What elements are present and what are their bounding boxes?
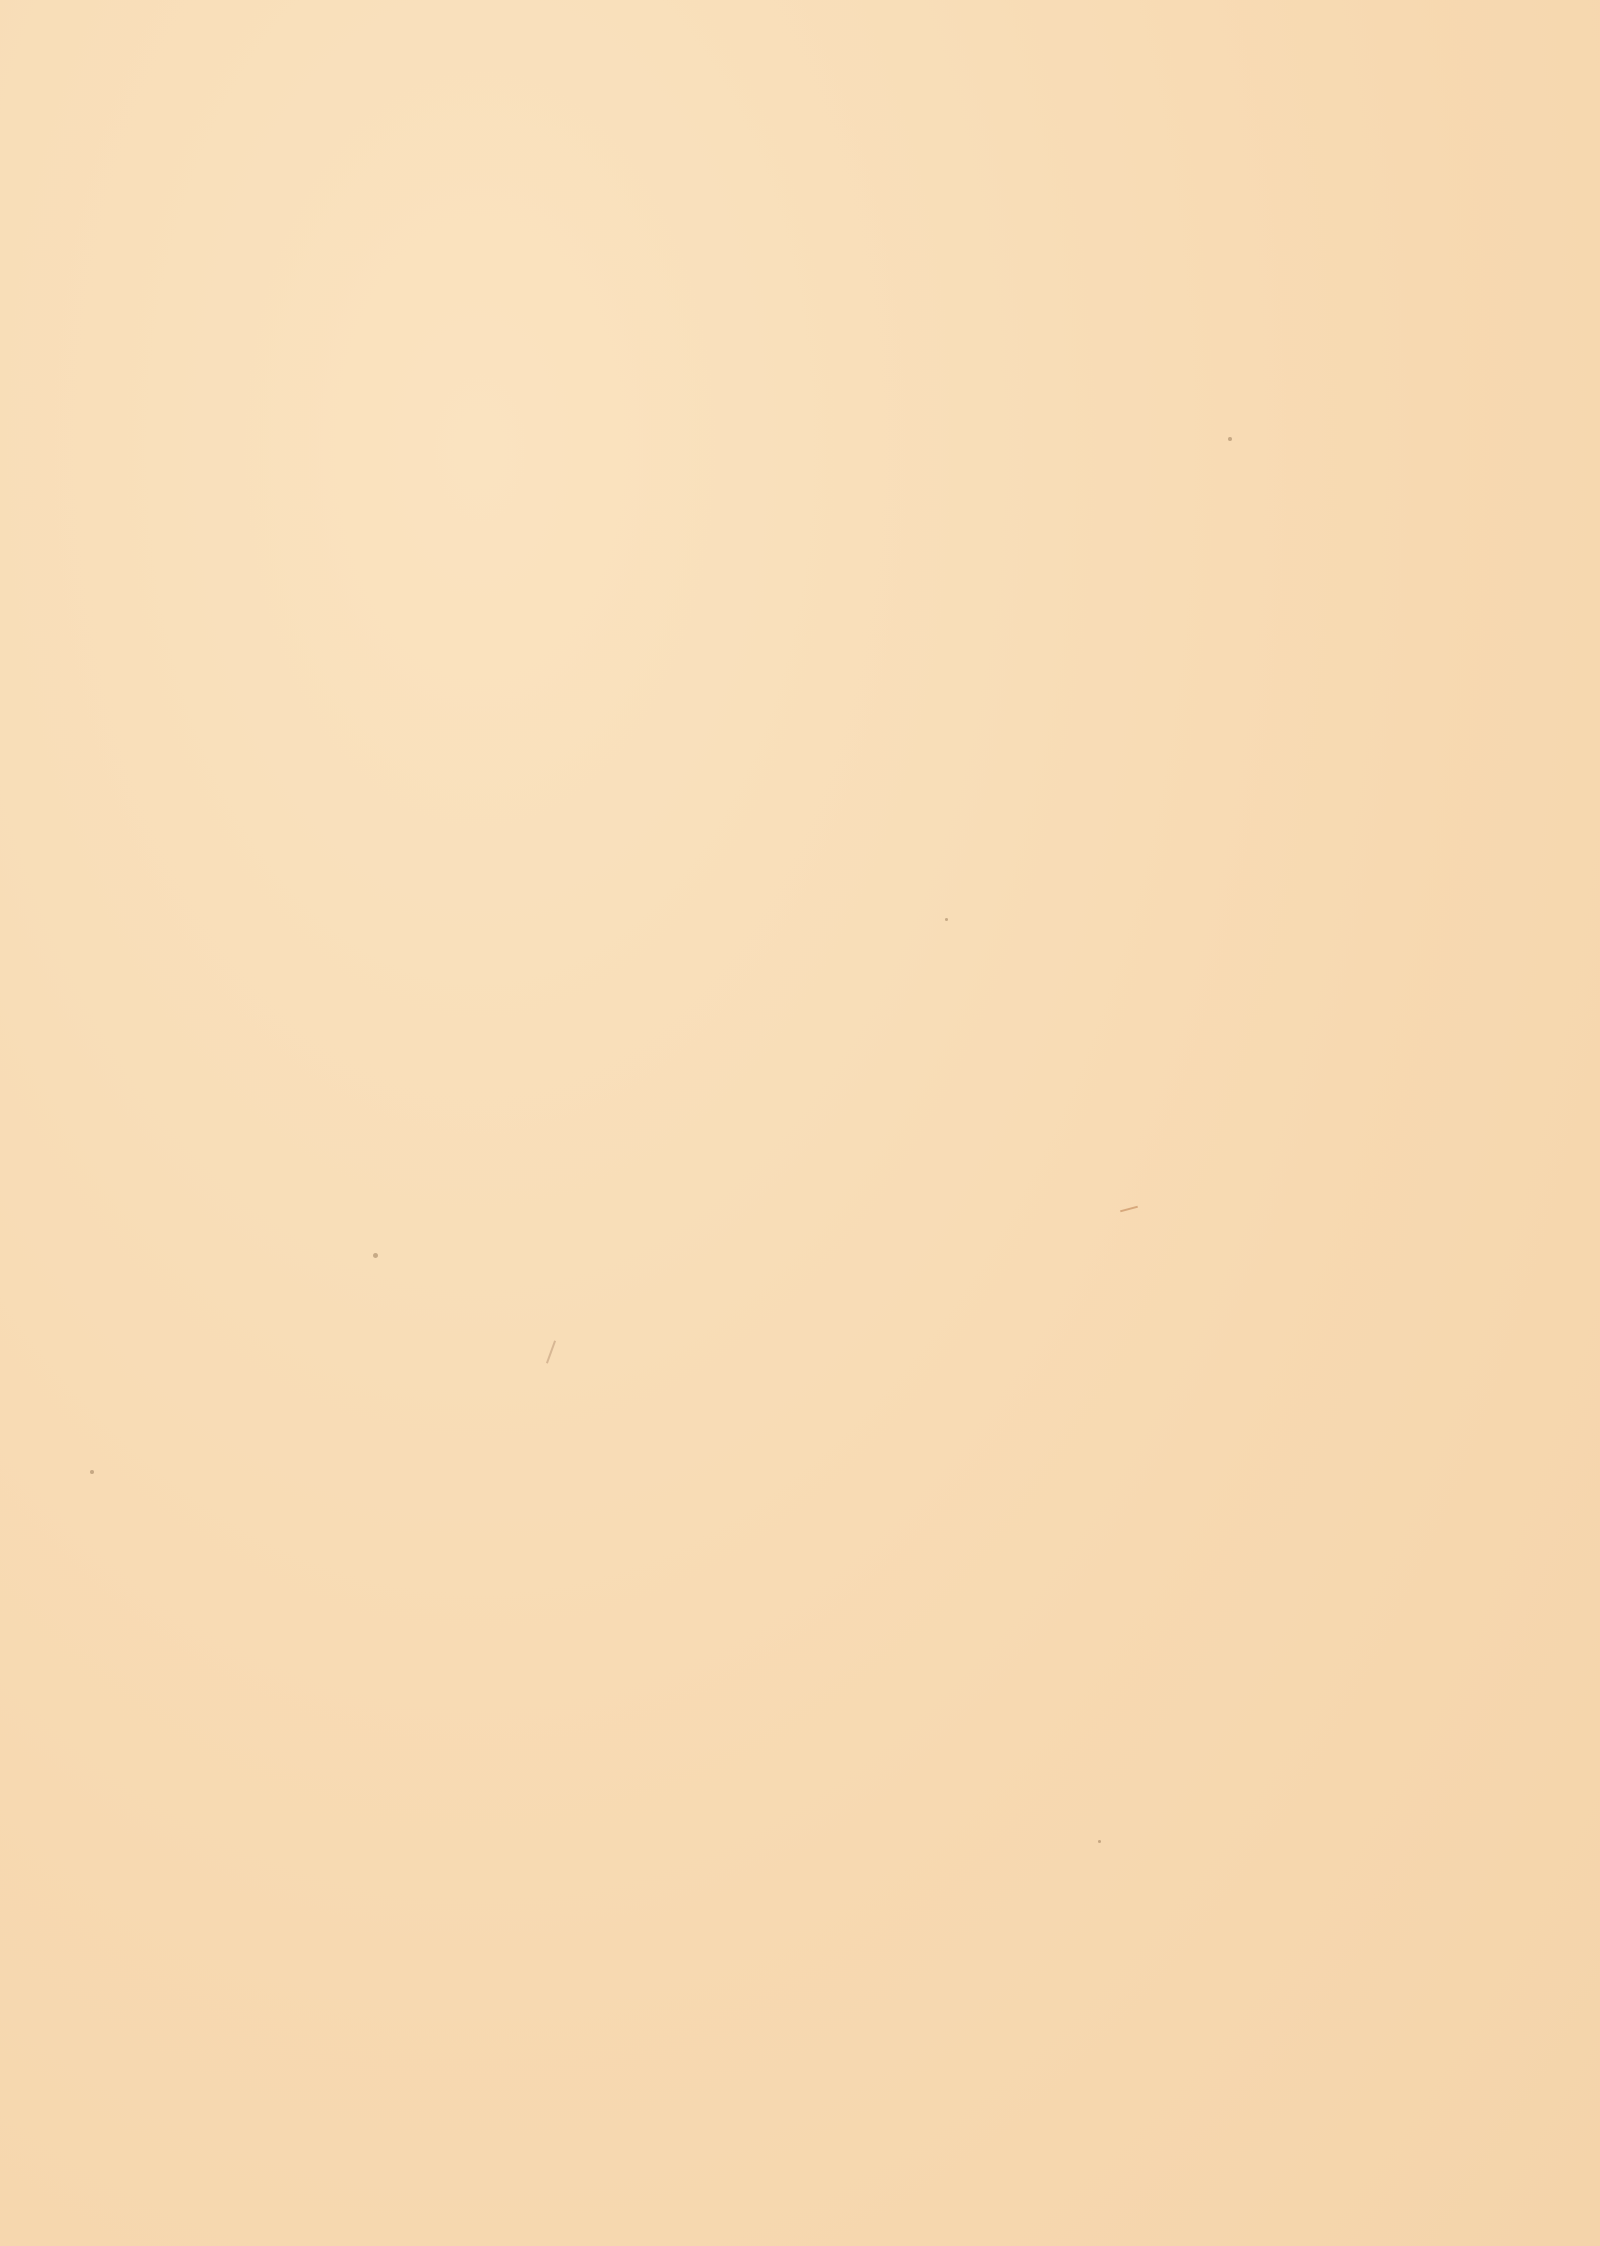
paper-speck (1098, 1840, 1101, 1843)
paper-speck (373, 1253, 378, 1258)
paper-speck (1228, 437, 1232, 441)
paper-speck (945, 918, 948, 921)
paper-speck (1120, 1206, 1138, 1213)
paper-speck (546, 1340, 556, 1363)
paper-speck (90, 1470, 94, 1474)
